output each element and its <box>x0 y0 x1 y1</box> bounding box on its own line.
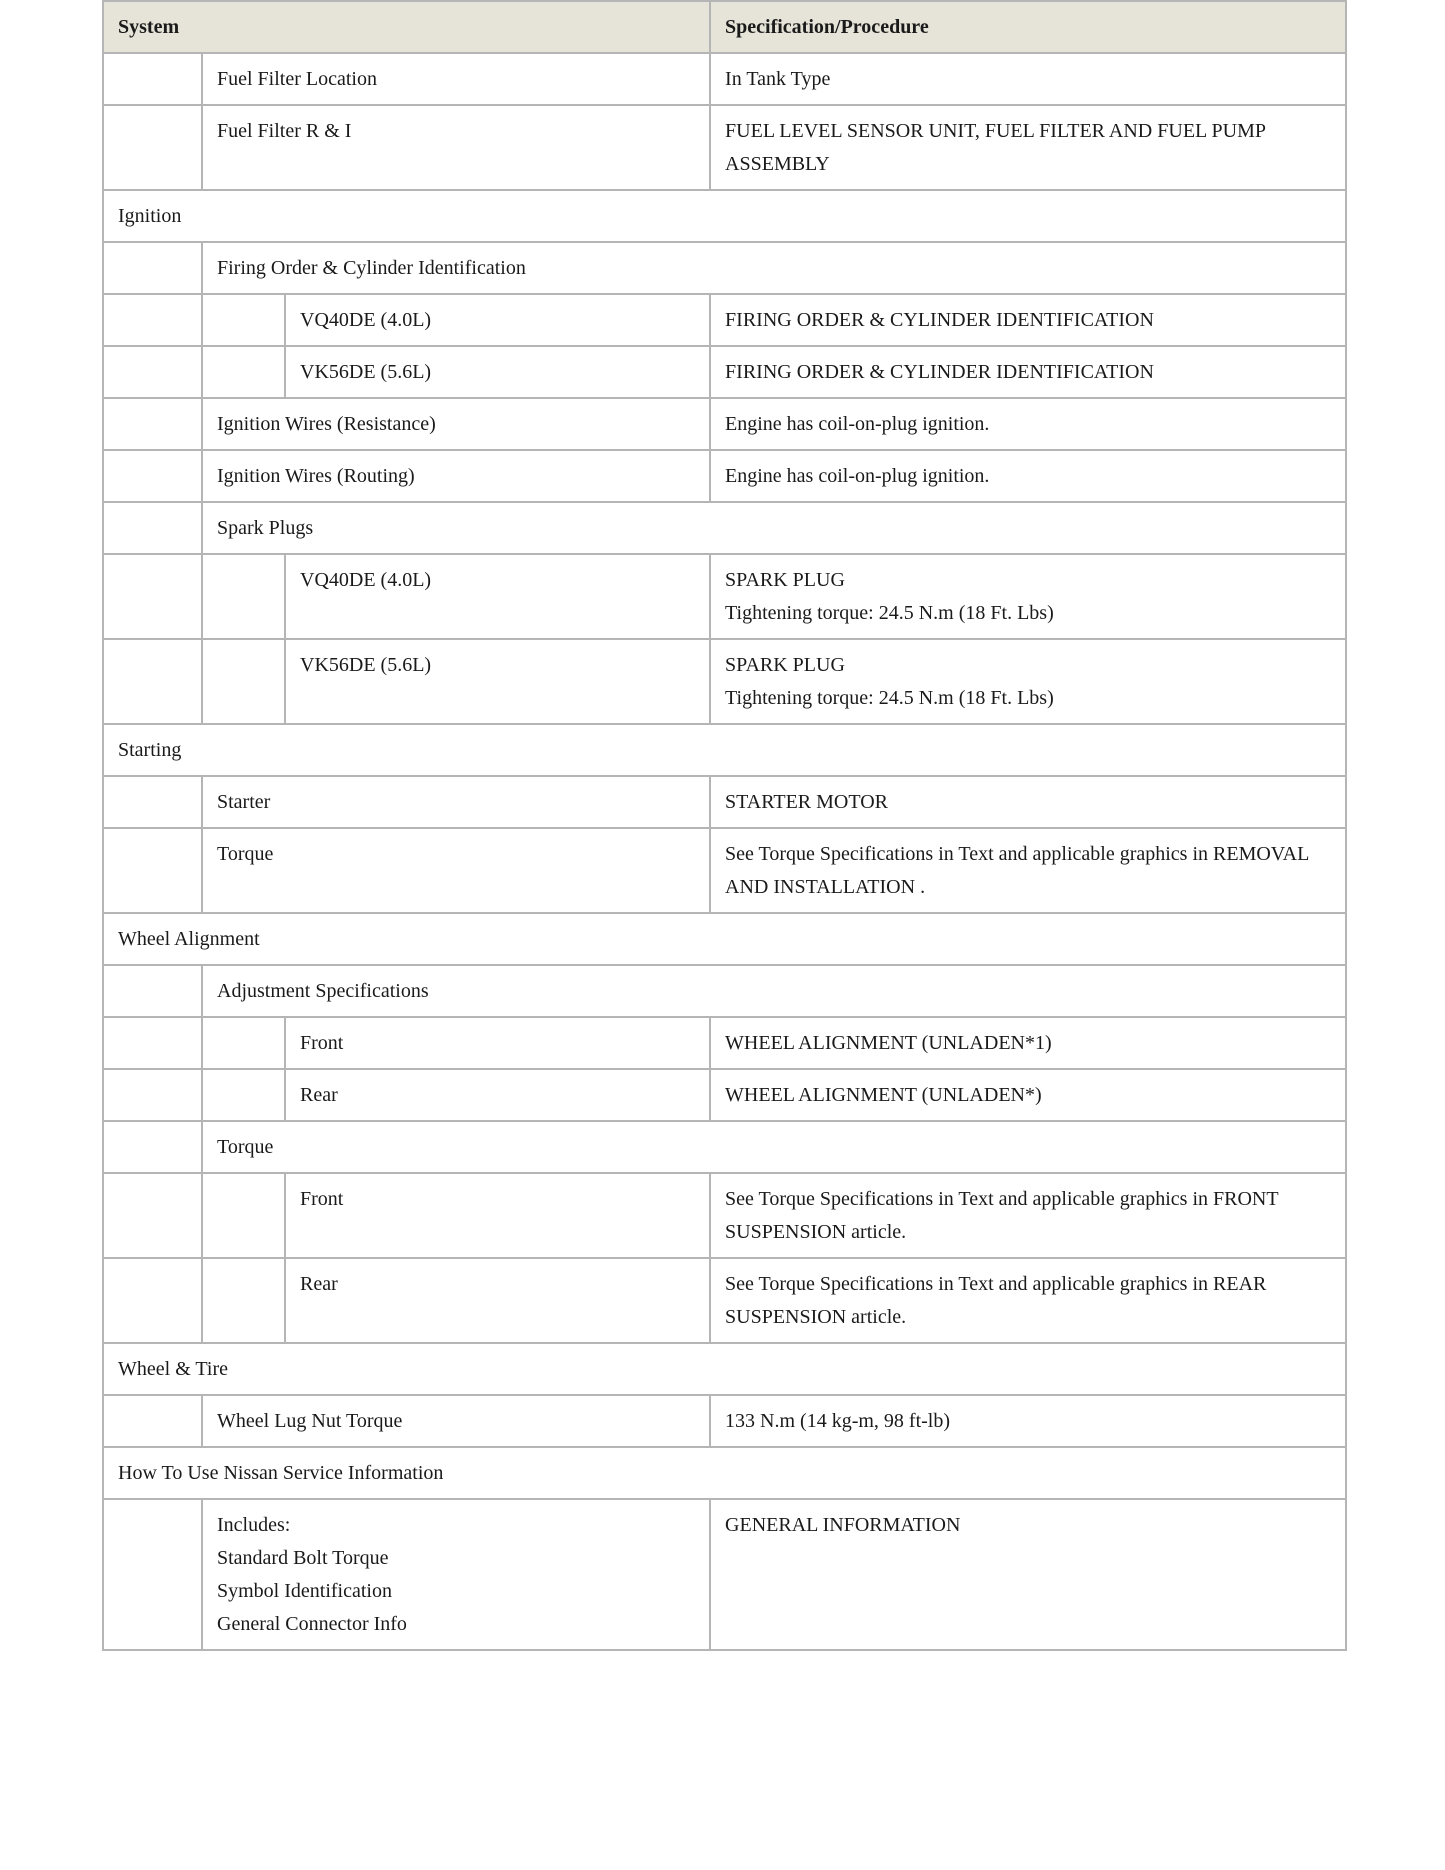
item-label: VK56DE (5.6L) <box>285 346 710 398</box>
indent-cell <box>103 242 202 294</box>
item-label <box>202 1499 710 1650</box>
indent-cell <box>202 1069 285 1121</box>
spec-value <box>710 398 1346 450</box>
spec-value-line: See Torque Specifications in Text and applicable graphics in REAR SUSPENSION article. <box>725 1273 1267 1328</box>
subsection-row <box>103 502 1346 554</box>
spec-value <box>710 1017 1346 1069</box>
section-label: Wheel & Tire <box>103 1343 1346 1395</box>
item-label: Rear <box>285 1258 710 1343</box>
item-label: Torque <box>202 828 710 913</box>
spec-value-line: See Torque Specifications in Text and applicable graphics in REMOVAL AND INSTALLATION . <box>725 843 1309 898</box>
spec-value <box>710 105 1346 190</box>
item-label: Fuel Filter R & I <box>202 105 710 190</box>
item-label: VQ40DE (4.0L) <box>285 294 710 346</box>
item-label: Ignition Wires (Routing) <box>202 450 710 502</box>
spec-value-line: SPARK PLUG <box>725 654 845 676</box>
indent-cell <box>103 450 202 502</box>
table-row <box>103 1017 1346 1069</box>
subsection-row <box>103 242 1346 294</box>
section-label: Ignition <box>103 190 1346 242</box>
spec-value <box>710 450 1346 502</box>
table-row <box>103 1395 1346 1447</box>
table-row <box>103 639 1346 724</box>
spec-value-line: Engine has coil-on-plug ignition. <box>725 413 990 435</box>
indent-cell <box>103 828 202 913</box>
indent-cell <box>103 554 202 639</box>
indent-cell <box>103 776 202 828</box>
table-row <box>103 105 1346 190</box>
table-row <box>103 1258 1346 1343</box>
item-label-line: Symbol Identification <box>217 1580 392 1602</box>
item-label-line: Includes: <box>217 1514 291 1536</box>
spec-value <box>710 554 1346 639</box>
spec-value <box>710 1499 1346 1650</box>
table-row <box>103 346 1346 398</box>
section-row <box>103 724 1346 776</box>
spec-value <box>710 828 1346 913</box>
indent-cell <box>103 1173 202 1258</box>
indent-cell <box>103 53 202 105</box>
table-row <box>103 1069 1346 1121</box>
spec-value <box>710 639 1346 724</box>
section-label: Wheel Alignment <box>103 913 1346 965</box>
indent-cell <box>202 639 285 724</box>
table-row <box>103 53 1346 105</box>
indent-cell <box>103 965 202 1017</box>
spec-value <box>710 1395 1346 1447</box>
indent-cell <box>103 105 202 190</box>
spec-value-line: Tightening torque: 24.5 N.m (18 Ft. Lbs) <box>725 687 1054 709</box>
indent-cell <box>103 502 202 554</box>
table-row <box>103 450 1346 502</box>
item-label: VK56DE (5.6L) <box>285 639 710 724</box>
table-row <box>103 554 1346 639</box>
section-row <box>103 913 1346 965</box>
indent-cell <box>103 346 202 398</box>
indent-cell <box>103 639 202 724</box>
spec-body <box>103 53 1346 1650</box>
item-label-line: Standard Bolt Torque <box>217 1547 389 1569</box>
item-label: VQ40DE (4.0L) <box>285 554 710 639</box>
spec-value-line: WHEEL ALIGNMENT (UNLADEN*) <box>725 1084 1042 1106</box>
subsection-label: Torque <box>202 1121 1346 1173</box>
indent-cell <box>103 1017 202 1069</box>
section-label: How To Use Nissan Service Information <box>103 1447 1346 1499</box>
indent-cell <box>103 1395 202 1447</box>
indent-cell <box>103 1121 202 1173</box>
item-label: Front <box>285 1173 710 1258</box>
spec-value <box>710 294 1346 346</box>
indent-cell <box>202 346 285 398</box>
indent-cell <box>103 1069 202 1121</box>
spec-value-line: 133 N.m (14 kg-m, 98 ft-lb) <box>725 1410 951 1432</box>
spec-value-line: In Tank Type <box>725 68 831 90</box>
header-system: System <box>103 1 710 53</box>
subsection-label: Adjustment Specifications <box>202 965 1346 1017</box>
indent-cell <box>103 1499 202 1650</box>
spec-value <box>710 1173 1346 1258</box>
subsection-label: Spark Plugs <box>202 502 1346 554</box>
subsection-row <box>103 965 1346 1017</box>
section-row <box>103 190 1346 242</box>
item-label: Fuel Filter Location <box>202 53 710 105</box>
section-label: Starting <box>103 724 1346 776</box>
table-row <box>103 776 1346 828</box>
table-row <box>103 1173 1346 1258</box>
section-row <box>103 1447 1346 1499</box>
spec-table <box>102 0 1347 1651</box>
indent-cell <box>202 1017 285 1069</box>
indent-cell <box>103 1258 202 1343</box>
spec-value-line: STARTER MOTOR <box>725 791 888 813</box>
spec-value-line: FUEL LEVEL SENSOR UNIT, FUEL FILTER AND FUEL PUMP ASSEMBLY <box>725 120 1266 175</box>
item-label: Ignition Wires (Resistance) <box>202 398 710 450</box>
item-label: Front <box>285 1017 710 1069</box>
subsection-row <box>103 1121 1346 1173</box>
spec-value-line: FIRING ORDER & CYLINDER IDENTIFICATION <box>725 309 1154 331</box>
spec-value-line: See Torque Specifications in Text and applicable graphics in FRONT SUSPENSION article. <box>725 1188 1279 1243</box>
item-label-line: General Connector Info <box>217 1613 407 1635</box>
subsection-label: Firing Order & Cylinder Identification <box>202 242 1346 294</box>
spec-value <box>710 1069 1346 1121</box>
spec-value-line: GENERAL INFORMATION <box>725 1514 961 1536</box>
indent-cell <box>202 1258 285 1343</box>
header-spec: Specification/Procedure <box>710 1 1346 53</box>
spec-value-line: Engine has coil-on-plug ignition. <box>725 465 990 487</box>
indent-cell <box>202 554 285 639</box>
item-label: Rear <box>285 1069 710 1121</box>
indent-cell <box>103 398 202 450</box>
item-label: Wheel Lug Nut Torque <box>202 1395 710 1447</box>
spec-value <box>710 346 1346 398</box>
table-row <box>103 398 1346 450</box>
spec-value-line: Tightening torque: 24.5 N.m (18 Ft. Lbs) <box>725 602 1054 624</box>
section-row <box>103 1343 1346 1395</box>
header-row <box>103 1 1346 53</box>
item-label: Starter <box>202 776 710 828</box>
spec-value-line: WHEEL ALIGNMENT (UNLADEN*1) <box>725 1032 1052 1054</box>
indent-cell <box>103 294 202 346</box>
indent-cell <box>202 294 285 346</box>
table-row <box>103 1499 1346 1650</box>
spec-value <box>710 1258 1346 1343</box>
table-row <box>103 294 1346 346</box>
spec-value-line: FIRING ORDER & CYLINDER IDENTIFICATION <box>725 361 1154 383</box>
indent-cell <box>202 1173 285 1258</box>
spec-value <box>710 776 1346 828</box>
spec-value <box>710 53 1346 105</box>
table-row <box>103 828 1346 913</box>
spec-value-line: SPARK PLUG <box>725 569 845 591</box>
